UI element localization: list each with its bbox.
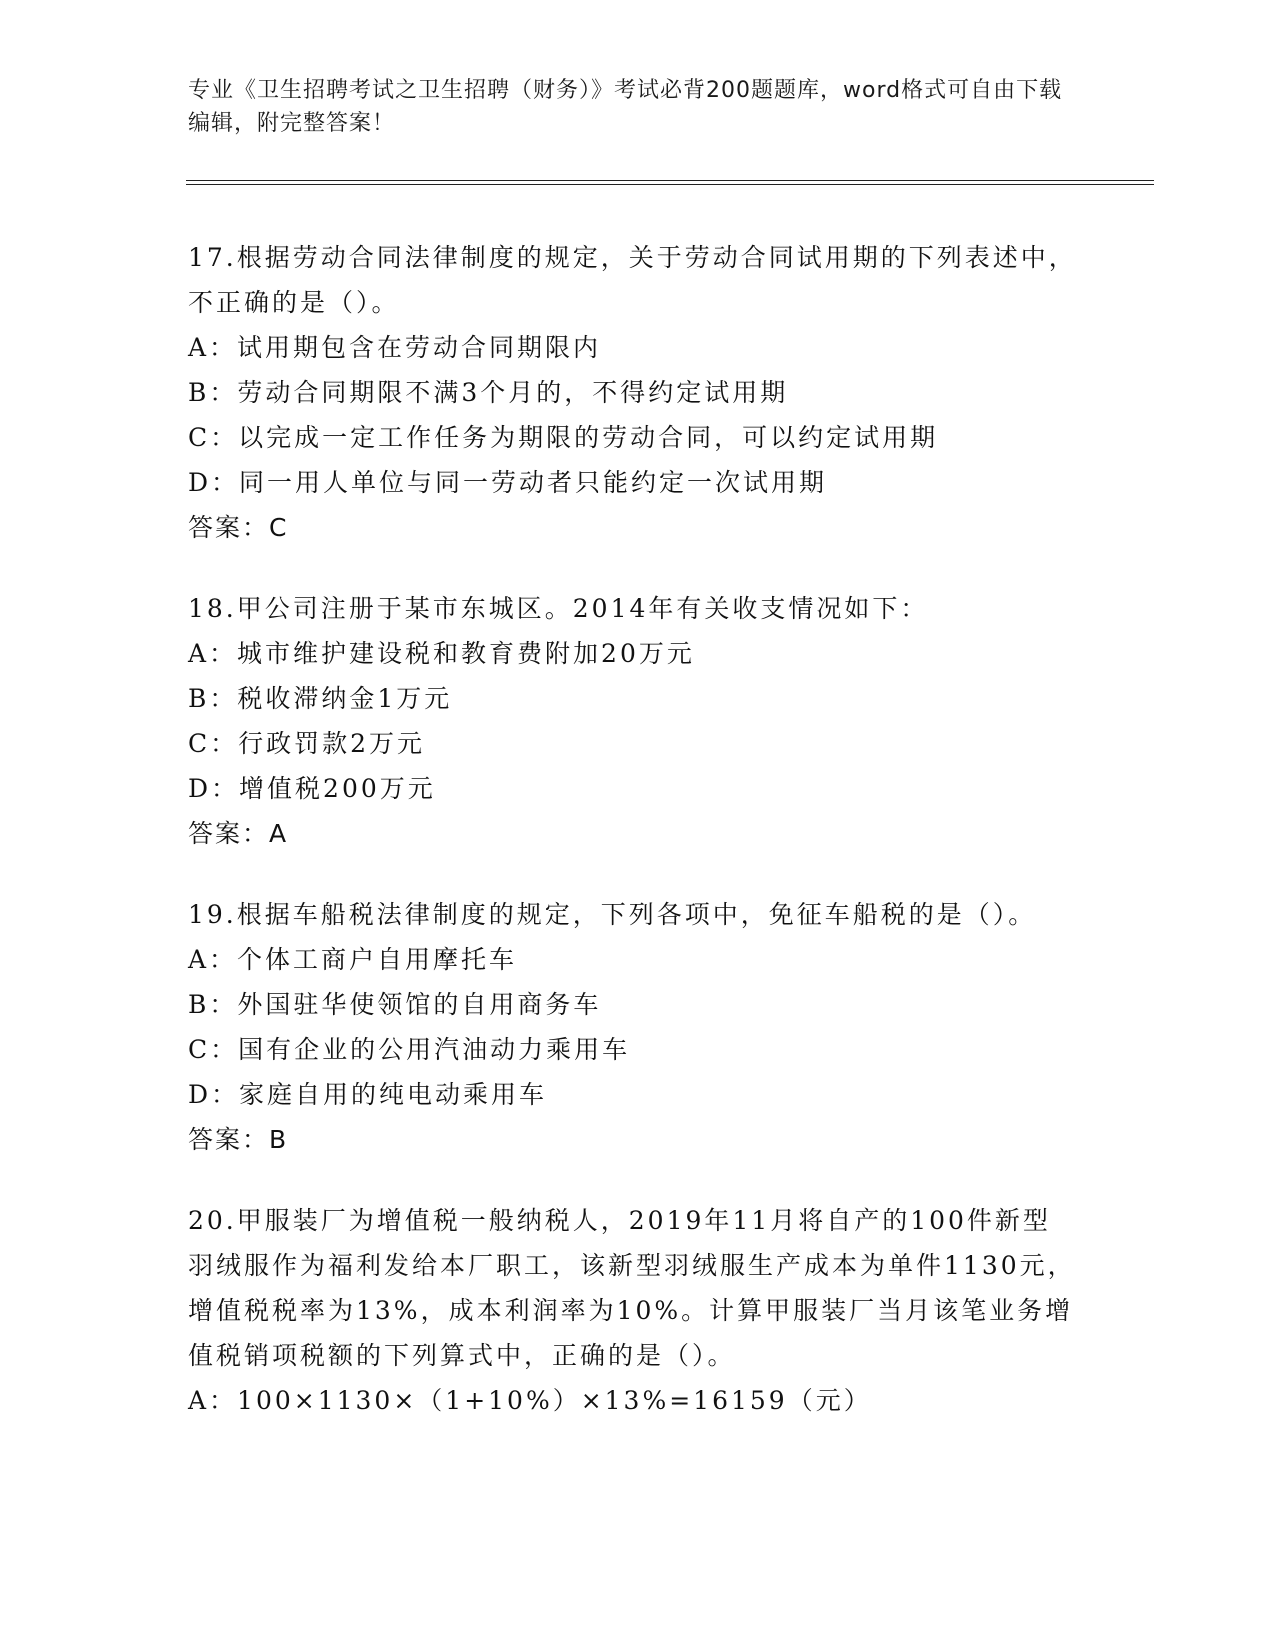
option-d: D：家庭自用的纯电动乘用车 xyxy=(188,1080,548,1109)
question-stem: 17.根据劳动合同法律制度的规定，关于劳动合同试用期的下列表述中，不正确的是（）。 xyxy=(188,243,1077,317)
answer-label: 答案： xyxy=(188,819,270,848)
option-a: A：试用期包含在劳动合同期限内 xyxy=(188,333,602,362)
option-b: B：劳动合同期限不满3个月的，不得约定试用期 xyxy=(188,378,789,407)
question-stem: 18.甲公司注册于某市东城区。2014年有关收支情况如下： xyxy=(188,594,929,623)
option-c: C：国有企业的公用汽油动力乘用车 xyxy=(188,1035,631,1064)
question-stem: 19.根据车船税法律制度的规定，下列各项中，免征车船税的是（）。 xyxy=(188,900,1037,929)
answer-label: 答案： xyxy=(188,1125,270,1154)
answer-line xyxy=(188,1117,1078,1162)
answer-value: A xyxy=(269,819,287,848)
question-20 xyxy=(188,1198,1078,1423)
document-header: 专业《卫生招聘考试之卫生招聘（财务）》考试必背200题题库，word格式可自由下载编辑，附完整答案！ xyxy=(188,78,1063,136)
header-divider-top xyxy=(186,180,1154,181)
option-a: A：100×1130×（1+10%）×13%=16159（元） xyxy=(188,1386,872,1415)
question-18 xyxy=(188,586,1078,856)
answer-value: B xyxy=(269,1125,287,1154)
answer-label: 答案： xyxy=(188,513,270,542)
question-list xyxy=(188,235,1078,1459)
answer-line xyxy=(188,811,1078,856)
option-b: B：外国驻华使领馆的自用商务车 xyxy=(188,990,602,1019)
question-19 xyxy=(188,892,1078,1162)
option-d: D：增值税200万元 xyxy=(188,774,436,803)
option-c: C：以完成一定工作任务为期限的劳动合同，可以约定试用期 xyxy=(188,423,939,452)
option-a: A：城市维护建设税和教育费附加20万元 xyxy=(188,639,695,668)
header-divider-bottom xyxy=(186,184,1154,185)
option-b: B：税收滞纳金1万元 xyxy=(188,684,453,713)
option-a: A：个体工商户自用摩托车 xyxy=(188,945,518,974)
question-17 xyxy=(188,235,1078,550)
answer-value: C xyxy=(269,513,287,542)
answer-line xyxy=(188,505,1078,550)
question-stem: 20.甲服装厂为增值税一般纳税人，2019年11月将自产的100件新型羽绒服作为福利发给本厂职工，该新型羽绒服生产成本为单件1130元，增值税税率为13%，成本利润率为10%。计算甲服装厂当月该笔业务增值税销项税额的下列算式中，正确的是（）。 xyxy=(188,1206,1076,1370)
option-c: C：行政罚款2万元 xyxy=(188,729,426,758)
option-d: D：同一用人单位与同一劳动者只能约定一次试用期 xyxy=(188,468,828,497)
